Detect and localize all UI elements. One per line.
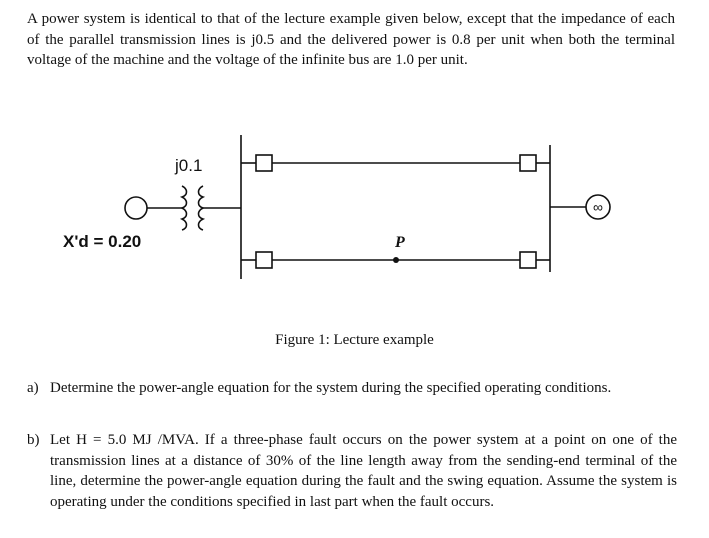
- problem-statement: A power system is identical to that of the lecture example given below, except that the impedance of each of the parallel transmission lines is j0.5 and the delivered power is 0.8 per unit when both the terminal voltage of the machine and the voltage of the infinite bus are 1.0 per unit.: [27, 11, 675, 68]
- question-a-text: Determine the power-angle equation for the system during the specified operating conditions.: [50, 380, 612, 396]
- fault-point: [393, 257, 399, 263]
- generator-reactance-label: X'd = 0.20: [63, 232, 142, 251]
- transformer-reactance-label: j0.1: [175, 156, 203, 175]
- transformer-primary-coil: [182, 186, 187, 230]
- question-a: [27, 378, 677, 399]
- line-2-right-breaker: [520, 252, 536, 268]
- fault-location-label: P: [395, 234, 405, 251]
- line-2-left-breaker: [256, 252, 272, 268]
- question-b-text: Let H = 5.0 MJ /MVA. If a three-phase fault occurs on the power system at a point on one of the transmission lines at a distance of 30% of the line length away from the sending-end terminal of the line, determine the power-angle equation during the fault and the swing equation. Assume the system is operating under the conditions specified in last part when the fault occurs.: [50, 432, 677, 510]
- transformer-secondary-coil: [199, 186, 204, 230]
- infinite-bus-glyph: ∞: [593, 199, 603, 215]
- line-1-right-breaker: [520, 155, 536, 171]
- line-1-left-breaker: [256, 155, 272, 171]
- generator-symbol: [125, 197, 147, 219]
- question-b: [27, 430, 677, 512]
- figure-caption: Figure 1: Lecture example: [275, 332, 434, 348]
- question-a-label: a): [27, 380, 39, 396]
- question-b-label: b): [27, 432, 40, 448]
